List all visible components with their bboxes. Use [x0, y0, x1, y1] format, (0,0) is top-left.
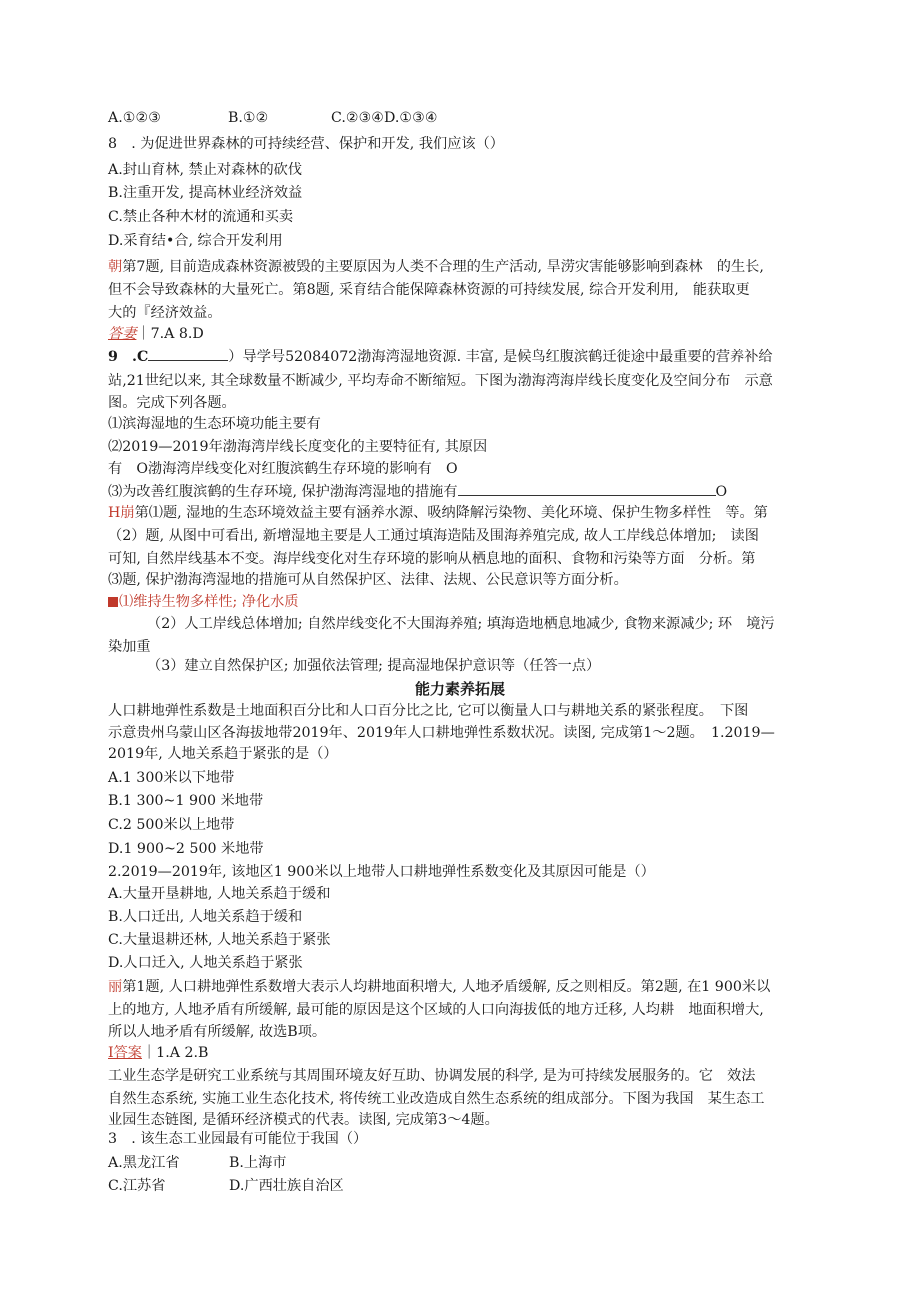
q1-option-a: A.1 300米以下地带 — [108, 770, 235, 786]
q2-option-a: A.大量开垦耕地, 人地关系趋于缓和 — [108, 886, 331, 902]
q8-option-a: A.封山育林, 禁止对森林的砍伐 — [108, 162, 303, 178]
explanation-78-line3: 大的『经济效益。 — [108, 305, 222, 321]
q9-sub3-text: ⑶为改善红腹滨鹤的生存环境, 保护渤海湾湿地的措施有 — [108, 484, 458, 500]
answer-tag: 答妻 — [108, 326, 137, 342]
q9-text: 导学号52084072渤海湾湿地资源. 丰富, 是候鸟红腹滨鹤迁徙途中最重要的营养补给 — [242, 349, 773, 365]
explanation-12-line2: 上的地方, 人地矛盾有所缓解, 最可能的原因是这个区域的人口向海拔低的地方迁移, 人均耕 地面积增大, — [108, 1002, 764, 1018]
q2-option-c: C.大量退耕还林, 人地关系趋于紧张 — [108, 932, 331, 948]
q8-stem: 8 . 为促进世界森林的可持续经营、保护和开发, 我们应该（） — [108, 136, 504, 152]
answer-9-a2b: 染加重 — [108, 639, 151, 655]
answer-12 — [108, 1043, 208, 1063]
q3-option-c: C.江苏省 — [108, 1178, 166, 1194]
intro-34-line3: 业园生态链图, 是循环经济模式的代表。读图, 完成第3～4题。 — [108, 1112, 499, 1128]
q3-option-a: A.黑龙江省 — [108, 1155, 180, 1171]
q9-sub1: ⑴滨海湿地的生态环境功能主要有 — [108, 416, 321, 432]
q1-option-d: D.1 900~2 500 米地带 — [108, 841, 264, 857]
explanation-tag: 丽 — [108, 979, 123, 995]
explanation-9-line4: ⑶题, 保护渤海湾湿地的措施可从自然保护区、法律、法规、公民意识等方面分析。 — [108, 572, 628, 588]
q9-bracket: ） — [228, 349, 243, 365]
q3-option-b: B.上海市 — [229, 1155, 287, 1171]
explanation-12-line3: 所以人地矛盾有所缓解, 故选B项。 — [108, 1024, 327, 1040]
q9-sub3-blank — [458, 481, 716, 496]
q9-line3: 图。完成下列各题。 — [108, 395, 236, 411]
answer-9-a2: （2）人工岸线总体增加; 自然岸线变化不大围海养殖; 填海造地栖息地减少, 食物来源减少; 环 境污 — [147, 616, 775, 632]
intro-12-line3: 2019年, 人地关系趋于紧张的是（） — [108, 746, 338, 762]
explanation-text: 第1题, 人口耕地弹性系数增大表示人均耕地面积增大, 人地矛盾缓解, 反之则相反。第2题, 在1 900米以 — [122, 979, 771, 995]
answer-marker-icon — [108, 597, 118, 607]
q9-blank — [148, 346, 228, 361]
answer-text: ｜7.A 8.D — [136, 326, 204, 342]
q8-option-c: C.禁止各种木材的流通和买卖 — [108, 209, 294, 225]
intro-34-line1: 工业生态学是研究工业系统与其周围环境友好互助、协调发展的科学, 是为可持续发展服务的。它 效法 — [108, 1068, 756, 1084]
q7-options-row — [108, 108, 438, 128]
q3-options-row1 — [108, 1153, 287, 1173]
intro-12-line1: 人口耕地弹性系数是土地面积百分比和人口百分比之比, 它可以衡量人口与耕地关系的紧张程度。 下图 — [108, 703, 749, 719]
q8-option-b: B.注重开发, 提高林业经济效益 — [108, 185, 303, 201]
intro-34-line2: 自然生态系统, 实施工业生态化技术, 将传统工业改造成自然生态系统的组成部分。下图为我国 某生态工 — [108, 1091, 765, 1107]
explanation-12-line1 — [108, 977, 770, 997]
q3-stem: 3 . 该生态工业园最有可能位于我国（） — [108, 1131, 368, 1147]
explanation-9-line2: （2）题, 从图中可看出, 新增湿地主要是人工通过填海造陆及围海养殖完成, 故人工岸线总体增加; 读图 — [108, 528, 759, 544]
q7-option-a: A.①②③ — [108, 110, 161, 126]
q9-sub2b: 有 O渤海湾岸线变化对红腹滨鹤生存环境的影响有 O — [108, 461, 458, 477]
q2-option-b: B.人口迁出, 人地关系趋于缓和 — [108, 909, 303, 925]
q3-options-row2 — [108, 1176, 344, 1196]
explanation-tag: 朝 — [108, 259, 123, 275]
answer-78 — [108, 324, 204, 344]
q9-line1 — [108, 346, 773, 367]
q9-sub3 — [108, 481, 727, 502]
explanation-9-line3: 可知, 自然岸线基本不变。海岸线变化对生存环境的影响从栖息地的面积、食物和污染等方面 分析。第 — [108, 551, 756, 567]
q8-option-d: D.采育结•合, 综合开发利用 — [108, 233, 283, 249]
answer-text: ｜1.A 2.B — [141, 1045, 209, 1061]
q7-option-b: B.①② — [228, 110, 269, 126]
q3-option-d: D.广西壮族自治区 — [229, 1178, 344, 1194]
explanation-78-line1 — [108, 257, 764, 277]
q9-line2: 站,21世纪以来, 其全球数量不断减少, 平均寿命不断缩短。下图为渤海湾海岸线长度变化及空间分布 示意 — [108, 373, 773, 389]
explanation-tag: H崩 — [108, 505, 135, 521]
section-title: 能力素养拓展 — [414, 680, 505, 698]
answer-9-a1 — [108, 592, 299, 612]
q9-number: 9 .C — [108, 349, 149, 365]
answer-9-a3: （3）建立自然保护区; 加强依法管理; 提高湿地保护意识等（任答一点） — [147, 658, 601, 674]
intro-12-line2: 示意贵州乌蒙山区各海拔地带2019年、2019年人口耕地弹性系数状况。读图, 完成第1～2题。 1.2019— — [108, 725, 775, 741]
answer-9-a1-text: ⑴维持生物多样性; 净化水质 — [119, 594, 299, 610]
q1-option-c: C.2 500米以上地带 — [108, 817, 235, 833]
explanation-text: 第⑴题, 湿地的生态环境效益主要有涵养水源、吸纳降解污染物、美化环境、保护生物多样性 等。第 — [134, 505, 768, 521]
q1-option-b: B.1 300~1 900 米地带 — [108, 793, 264, 809]
explanation-78-line2: 但不会导致森林的大量死亡。第8题, 采育结合能保障森林资源的可持续发展, 综合开发利用, 能获取更 — [108, 282, 750, 298]
q7-option-cd: C.②③④D.①③④ — [331, 110, 438, 126]
q2-stem: 2.2019—2019年, 该地区1 900米以上地带人口耕地弹性系数变化及其原因可能是（） — [108, 864, 655, 880]
answer-tag: I答案 — [108, 1045, 142, 1061]
q9-sub3-end: O — [715, 484, 728, 500]
explanation-9-line1 — [108, 503, 768, 523]
explanation-text: 第7题, 目前造成森林资源被毁的主要原因为人类不合理的生产活动, 旱涝灾害能够影响到森林 的生长, — [122, 259, 764, 275]
q9-sub2: ⑵2019—2019年渤海湾岸线长度变化的主要特征有, 其原因 — [108, 439, 488, 455]
q2-option-d: D.人口迁入, 人地关系趋于紧张 — [108, 955, 303, 971]
